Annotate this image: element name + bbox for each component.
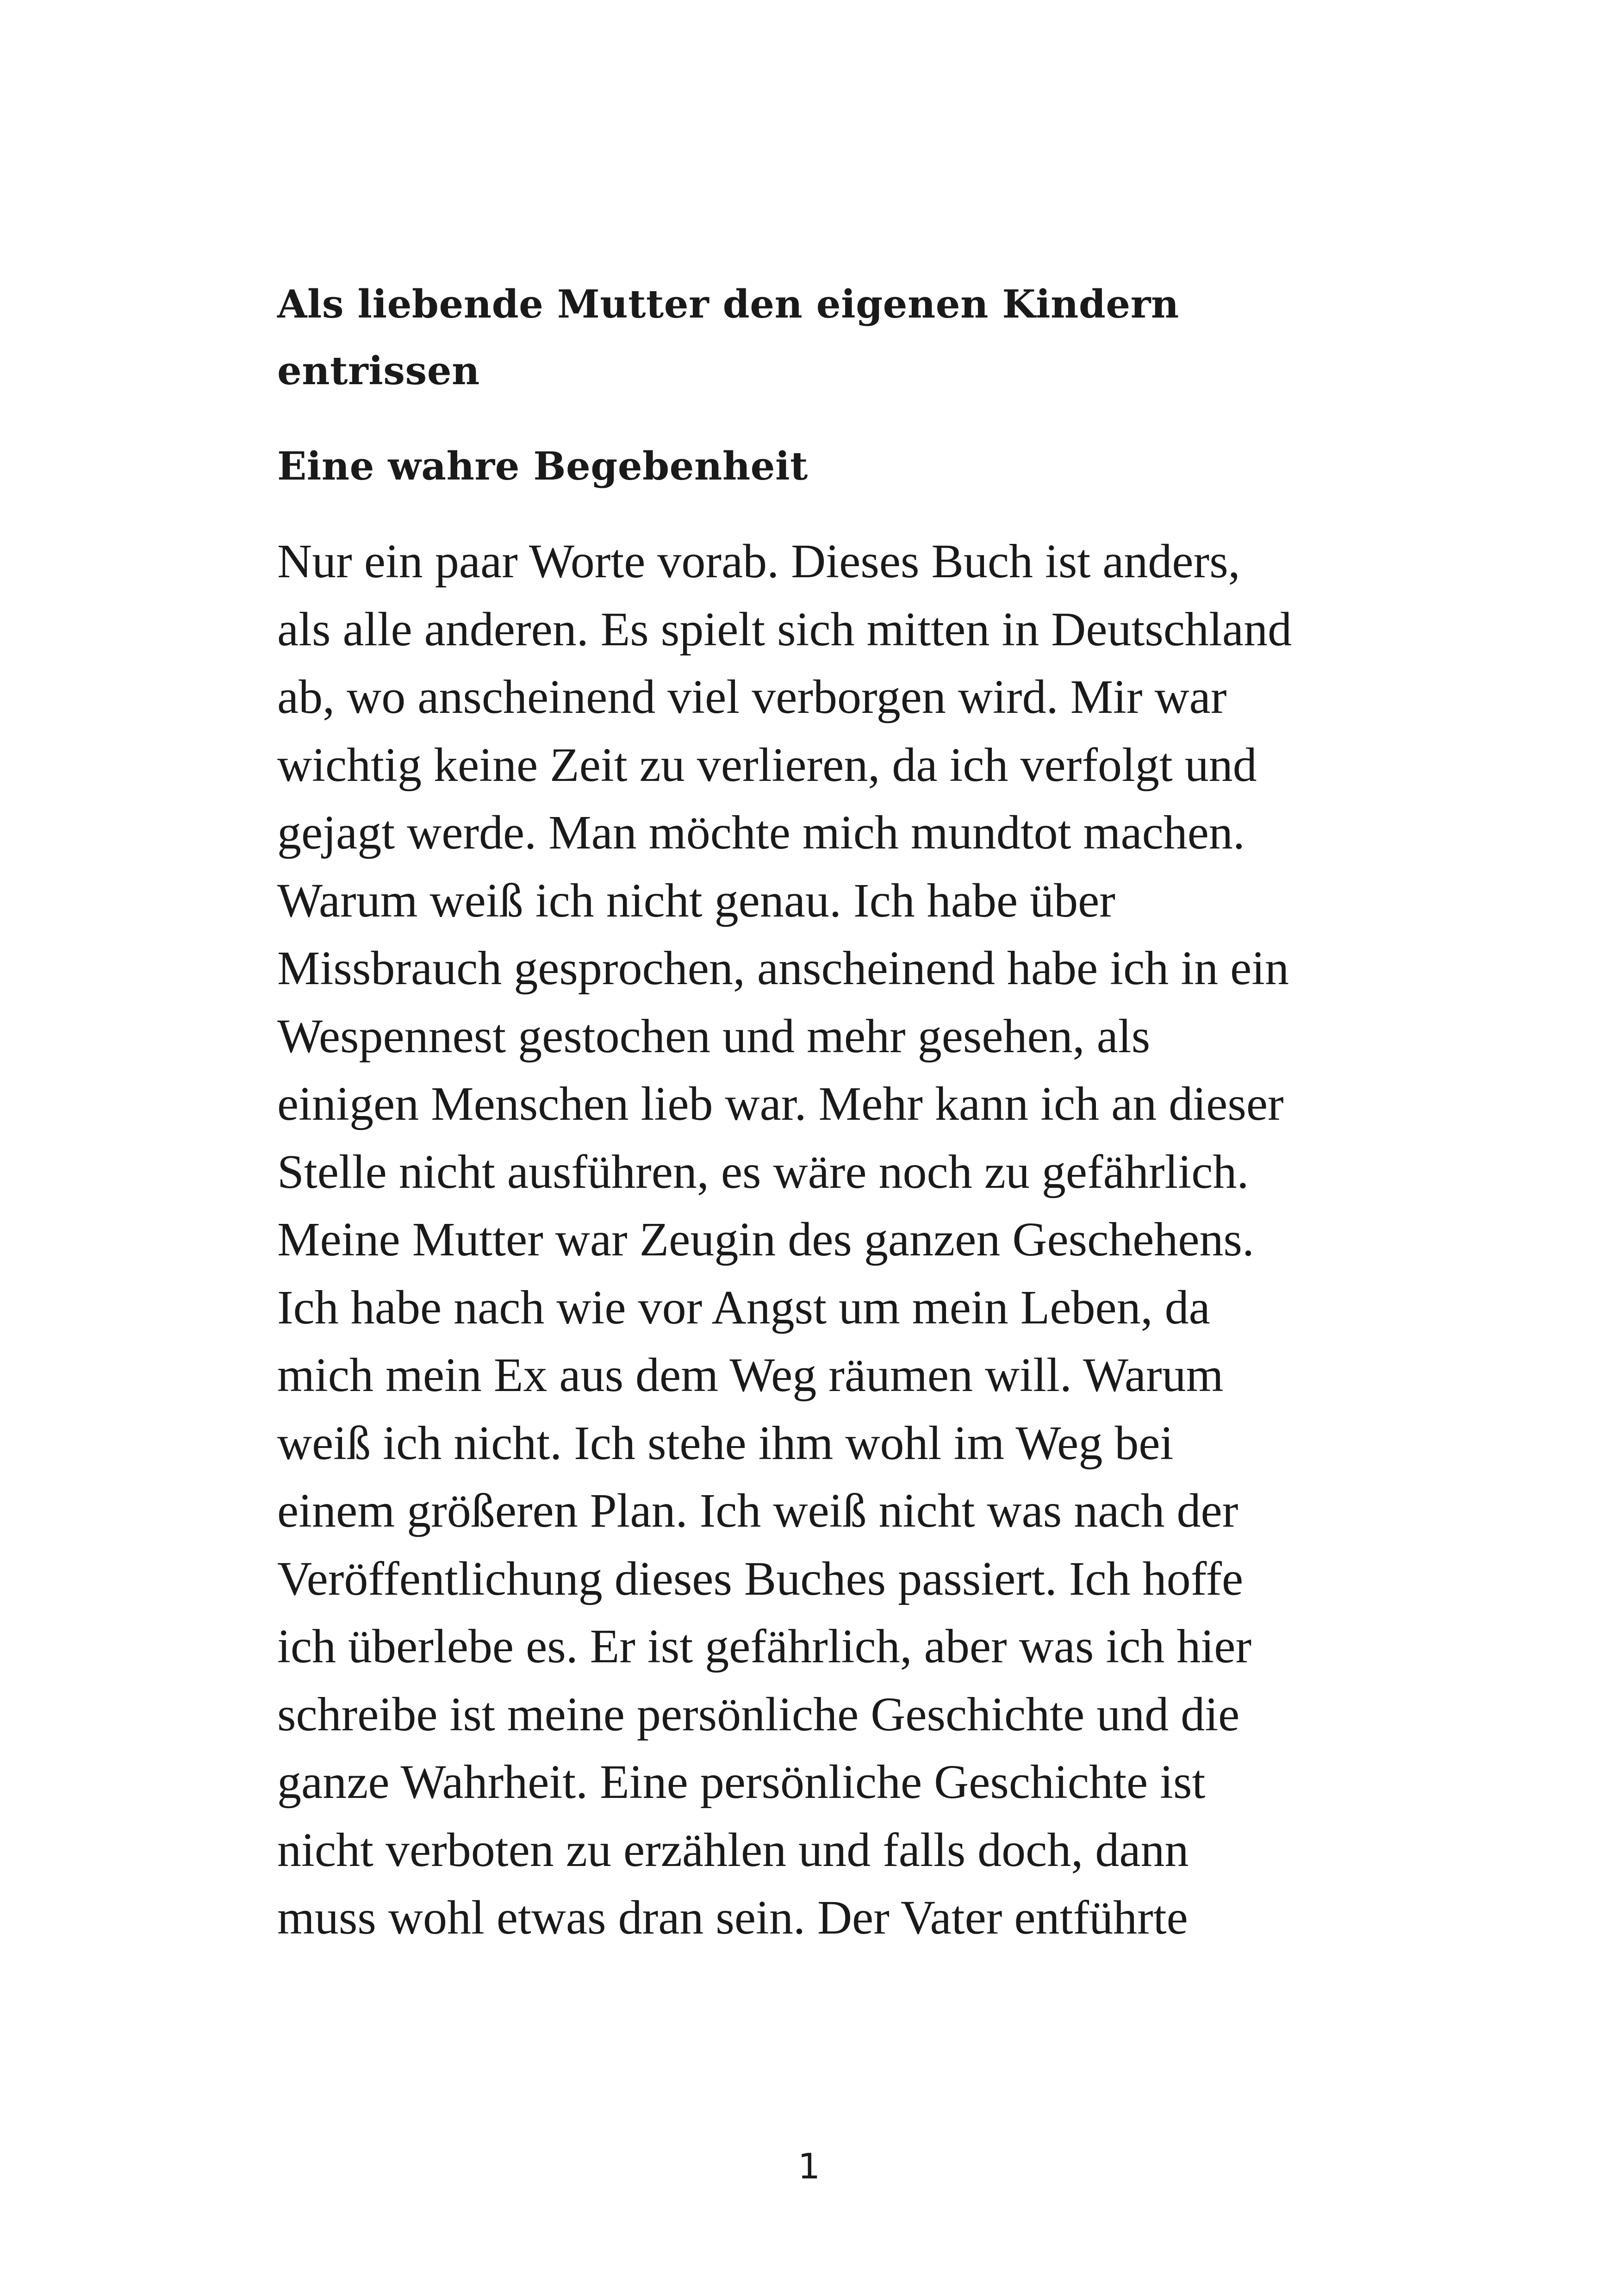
chapter-subtitle: Eine wahre Begebenheit xyxy=(277,443,808,489)
chapter-title xyxy=(277,271,1388,404)
body-line: Nur ein paar Worte vorab. Dieses Buch ist anders, xyxy=(277,535,1240,588)
body-line: einigen Menschen lieb war. Mehr kann ich an dieser xyxy=(277,1077,1284,1130)
body-line: Veröffentlichung dieses Buches passiert. Ich hoffe xyxy=(277,1552,1244,1605)
body-line: weiß ich nicht. Ich stehe ihm wohl im Weg bei xyxy=(277,1416,1174,1470)
body-line: ab, wo anscheinend viel verborgen wird. Mir war xyxy=(277,670,1227,724)
body-line: Warum weiß ich nicht genau. Ich habe über xyxy=(277,873,1115,927)
body-line: mich mein Ex aus dem Weg räumen will. Warum xyxy=(277,1348,1224,1402)
body-line: als alle anderen. Es spielt sich mitten in Deutschland xyxy=(277,602,1292,656)
chapter-title-line: entrissen xyxy=(277,348,480,393)
body-paragraph xyxy=(277,528,1388,1952)
body-line: wichtig keine Zeit zu verlieren, da ich verfolgt und xyxy=(277,738,1257,792)
body-line: muss wohl etwas dran sein. Der Vater entführte xyxy=(277,1891,1188,1944)
body-line: Stelle nicht ausführen, es wäre noch zu gefährlich. xyxy=(277,1145,1249,1198)
body-line: Meine Mutter war Zeugin des ganzen Geschehens. xyxy=(277,1213,1255,1266)
body-line: Wespennest gestochen und mehr gesehen, als xyxy=(277,1009,1151,1063)
page-number: 1 xyxy=(797,2146,821,2187)
body-line: nicht verboten zu erzählen und falls doch, dann xyxy=(277,1823,1189,1877)
body-line: einem größeren Plan. Ich weiß nicht was nach der xyxy=(277,1484,1238,1537)
body-line: Ich habe nach wie vor Angst um mein Leben, da xyxy=(277,1280,1210,1334)
body-line: Missbrauch gesprochen, anscheinend habe ich in ein xyxy=(277,942,1289,995)
body-line: gejagt werde. Man möchte mich mundtot machen. xyxy=(277,806,1245,859)
body-line: ich überlebe es. Er ist gefährlich, aber was ich hier xyxy=(277,1620,1252,1673)
body-line: schreibe ist meine persönliche Geschichte und die xyxy=(277,1687,1240,1741)
body-line: ganze Wahrheit. Eine persönliche Geschichte ist xyxy=(277,1755,1206,1809)
chapter-title-line: Als liebende Mutter den eigenen Kindern xyxy=(277,281,1179,327)
